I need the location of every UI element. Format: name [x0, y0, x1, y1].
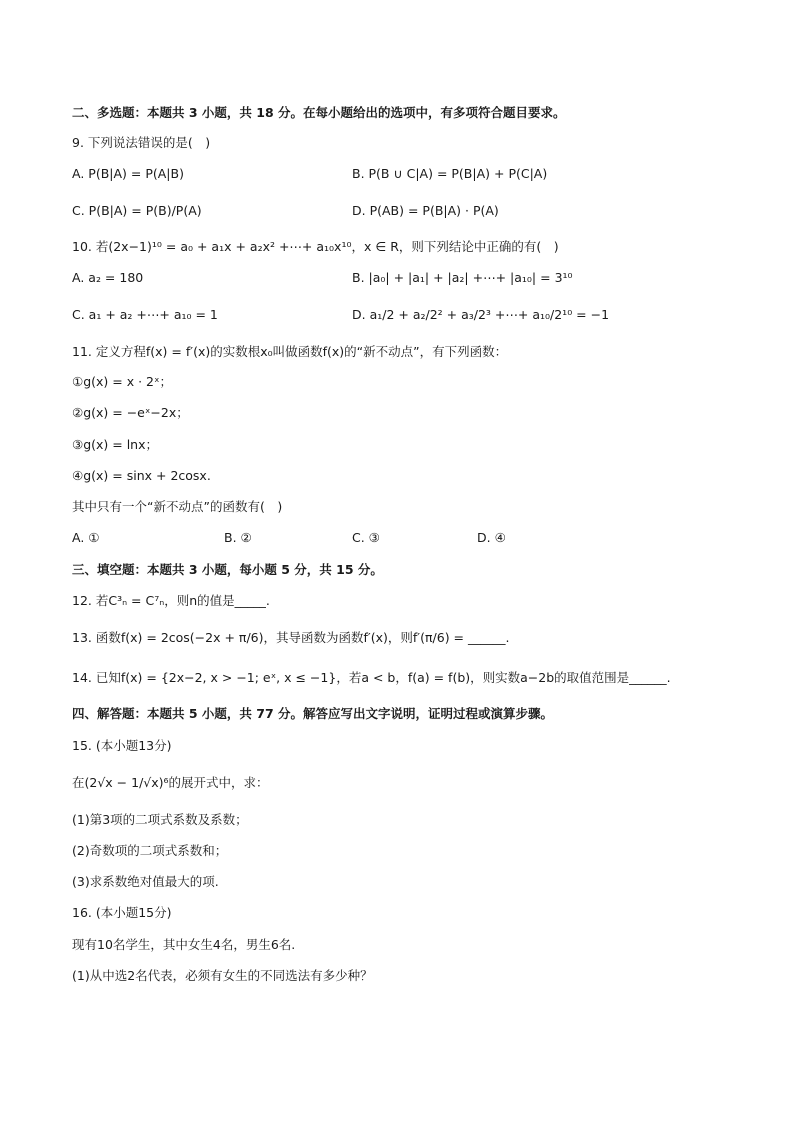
- question-11-function-4: ④g(x) = sinx + 2cosx.: [72, 468, 211, 483]
- question-13: 13. 函数f(x) = 2cos(−2x + π/6)，其导函数为函数f′(x)，则f′(π/6) = ______.: [72, 630, 510, 645]
- question-16-stem: 现有10名学生，其中女生4名，男生6名.: [72, 937, 296, 952]
- question-15-stem: 在(2√x − 1/√x)⁶的展开式中，求：: [72, 775, 269, 790]
- question-11-function-3: ③g(x) = lnx；: [72, 437, 159, 452]
- question-9-stem: 9. 下列说法错误的是( ): [72, 135, 211, 150]
- section-3-header: 三、填空题：本题共 3 小题，每小题 5 分，共 15 分。: [72, 562, 383, 577]
- question-10-stem: 10. 若(2x−1)¹⁰ = a₀ + a₁x + a₂x² +⋯+ a₁₀x¹⁰，x ∈ R，则下列结论中正确的有( ): [72, 239, 559, 254]
- question-11-option-d: D. ④: [477, 530, 506, 545]
- question-10-option-c: C. a₁ + a₂ +⋯+ a₁₀ = 1: [72, 307, 218, 322]
- question-15-part-3: (3)求系数绝对值最大的项.: [72, 874, 219, 889]
- question-11-option-c: C. ③: [352, 530, 380, 545]
- question-11-option-a: A. ①: [72, 530, 100, 545]
- section-4-header: 四、解答题：本题共 5 小题，共 77 分。解答应写出文字说明，证明过程或演算步骤。: [72, 706, 554, 721]
- question-15-part-1: (1)第3项的二项式系数及系数；: [72, 812, 248, 827]
- question-11-stem: 11. 定义方程f(x) = f′(x)的实数根x₀叫做函数f(x)的“新不动点”，有下列函数：: [72, 344, 508, 359]
- question-10-option-b: B. |a₀| + |a₁| + |a₂| +⋯+ |a₁₀| = 3¹⁰: [352, 270, 573, 285]
- question-14: 14. 已知f(x) = {2x−2, x > −1; eˣ, x ≤ −1}，若a < b，f(a) = f(b)，则实数a−2b的取值范围是______.: [72, 670, 671, 685]
- question-10-option-a: A. a₂ = 180: [72, 270, 144, 285]
- question-12: 12. 若C³ₙ = C⁷ₙ，则n的值是_____.: [72, 593, 270, 608]
- question-9-option-d: D. P(AB) = P(B|A) · P(A): [352, 203, 499, 218]
- question-11-function-1: ①g(x) = x · 2ˣ；: [72, 374, 173, 389]
- question-16-title: 16. (本小题15分): [72, 905, 172, 920]
- question-9-option-b: B. P(B ∪ C|A) = P(B|A) + P(C|A): [352, 166, 548, 181]
- question-16-part-1: (1)从中选2名代表，必须有女生的不同选法有多少种？: [72, 968, 373, 983]
- question-15-part-2: (2)奇数项的二项式系数和；: [72, 843, 228, 858]
- question-15-title: 15. (本小题13分): [72, 738, 172, 753]
- question-10-option-d: D. a₁/2 + a₂/2² + a₃/2³ +⋯+ a₁₀/2¹⁰ = −1: [352, 307, 610, 322]
- question-11-ask: 其中只有一个“新不动点”的函数有( ): [72, 499, 283, 514]
- question-11-option-b: B. ②: [224, 530, 252, 545]
- question-11-function-2: ②g(x) = −eˣ−2x；: [72, 405, 189, 420]
- section-2-header: 二、多选题：本题共 3 小题，共 18 分。在每小题给出的选项中，有多项符合题目要求。: [72, 105, 566, 120]
- question-9-option-a: A. P(B|A) = P(A|B): [72, 166, 184, 181]
- question-9-option-c: C. P(B|A) = P(B)/P(A): [72, 203, 202, 218]
